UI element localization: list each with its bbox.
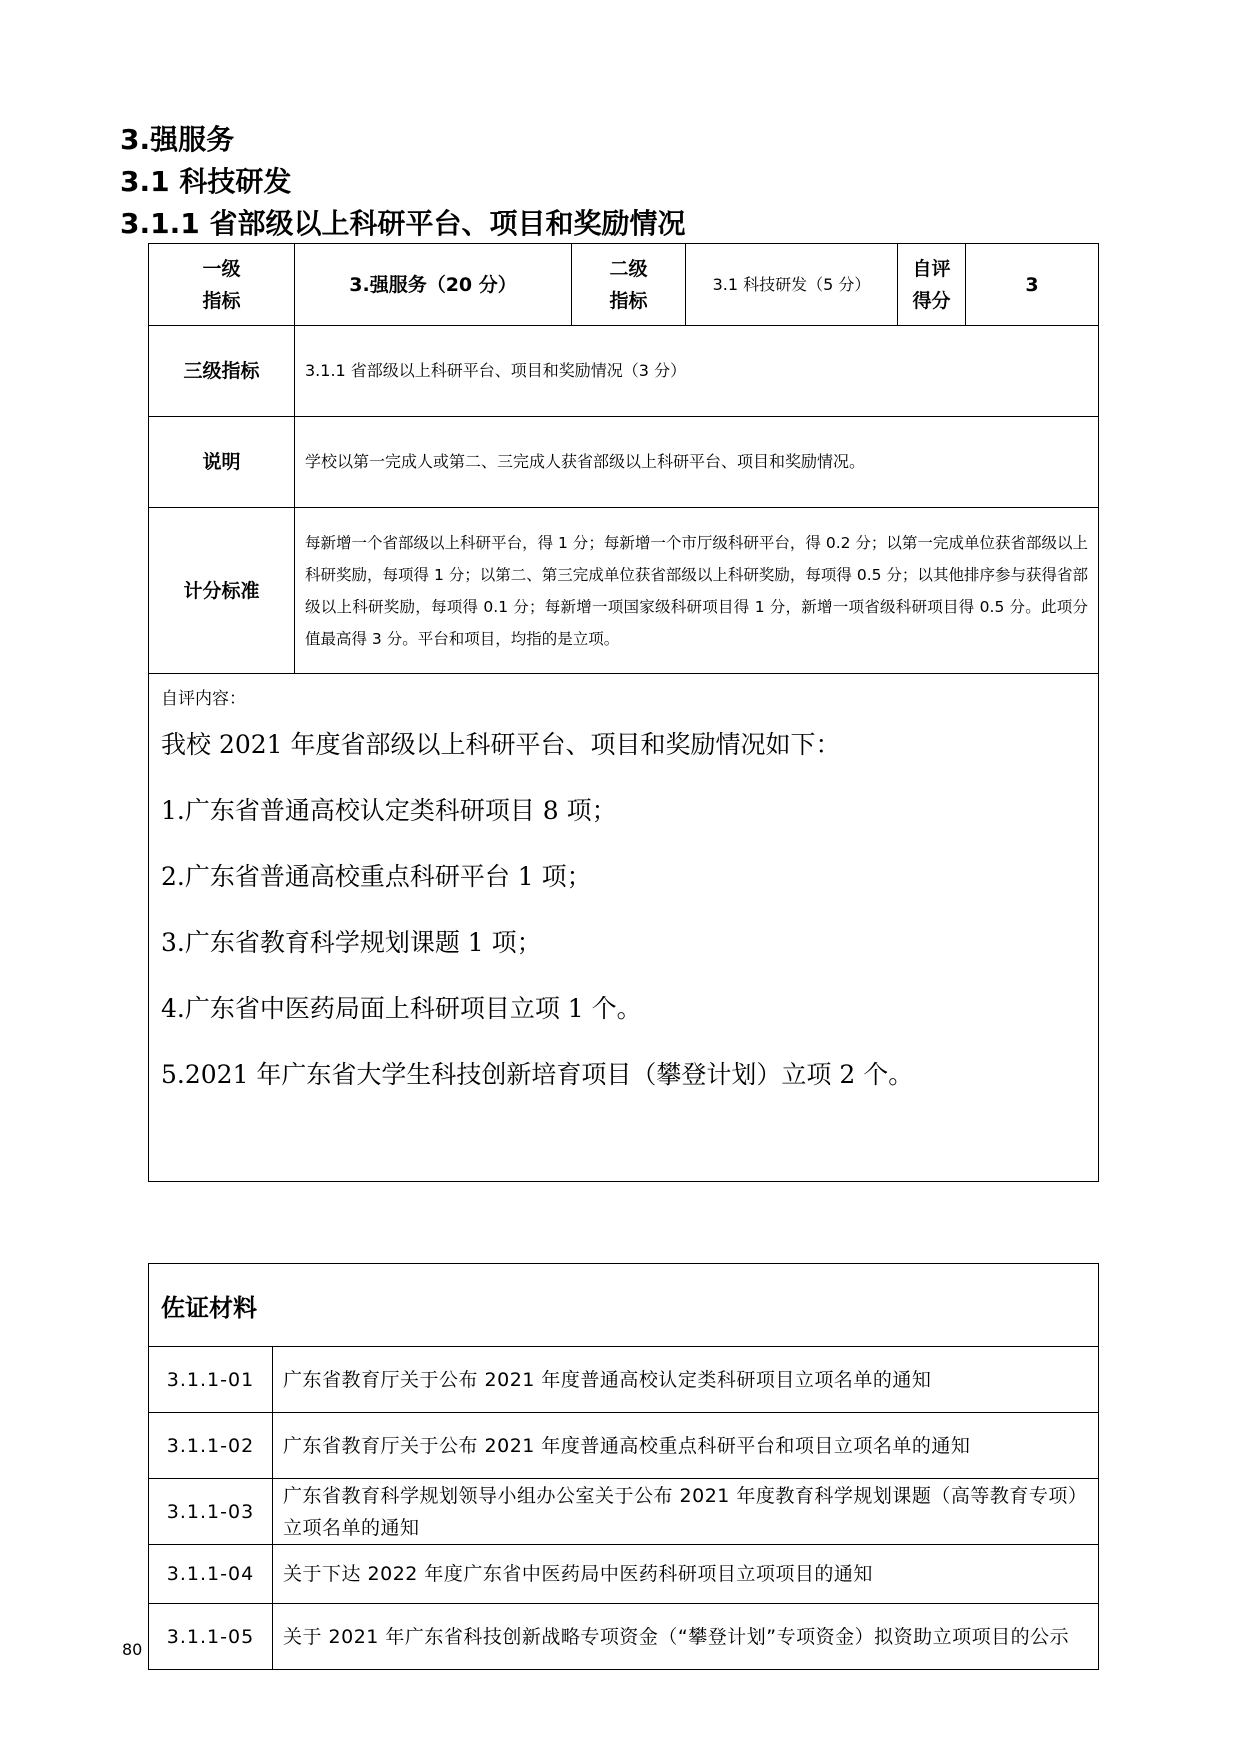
page-number: 80 <box>122 1640 143 1659</box>
evidence-title: 佐证材料 <box>149 1264 1099 1347</box>
level2-label-line2: 指标 <box>609 289 648 312</box>
evidence-code: 3.1.1-05 <box>149 1604 273 1670</box>
heading-level3: 3.1.1 省部级以上科研平台、项目和奖励情况 <box>120 207 686 240</box>
evidence-code: 3.1.1-03 <box>149 1479 273 1545</box>
criteria-value: 每新增一个省部级以上科研平台，得 1 分；每新增一个市厅级科研平台，得 0.2 分；以第一完成单位获省部级以上科研奖励，每项得 1 分；以第二、第三完成单位获省部级以上科研奖励，每项得 0.5 分；以其他排序参与获得省部级以上科研奖励，每项得 0.1 分；每新增一项国家级科研项目得 1 分，新增一项省级科研项目得 0.5 分。此项分值最高得 3 分。平台和项目，均指的是立项。 <box>295 508 1099 674</box>
self-score-label-line1: 自评 <box>912 257 951 280</box>
level2-value: 3.1 科技研发（5 分） <box>686 244 898 326</box>
self-evaluation-item: 1.广东省普通高校认定类科研项目 8 项； <box>161 796 617 825</box>
criteria-label: 计分标准 <box>149 508 295 674</box>
description-label: 说明 <box>149 417 295 508</box>
description-value: 学校以第一完成人或第二、三完成人获省部级以上科研平台、项目和奖励情况。 <box>295 417 1099 508</box>
heading-level2: 3.1 科技研发 <box>120 165 292 198</box>
level1-label-cell <box>149 244 295 326</box>
level2-label-cell <box>572 244 686 326</box>
level1-value: 3.强服务（20 分） <box>295 244 572 326</box>
self-score-label-line2: 得分 <box>912 289 951 312</box>
self-evaluation-intro: 我校 2021 年度省部级以上科研平台、项目和奖励情况如下： <box>161 730 841 759</box>
level3-value: 3.1.1 省部级以上科研平台、项目和奖励情况（3 分） <box>295 326 1099 417</box>
self-evaluation-label: 自评内容： <box>161 689 246 709</box>
evidence-table <box>148 1263 1099 1670</box>
evidence-code: 3.1.1-01 <box>149 1347 273 1413</box>
self-evaluation-cell <box>149 674 1099 1182</box>
level1-label-line2: 指标 <box>202 289 241 312</box>
self-score-value: 3 <box>966 244 1099 326</box>
evidence-text: 关于 2021 年广东省科技创新战略专项资金（“攀登计划”专项资金）拟资助立项项目的公示 <box>273 1604 1099 1670</box>
evidence-code: 3.1.1-04 <box>149 1545 273 1604</box>
level1-label-line1: 一级 <box>202 257 241 280</box>
self-evaluation-item: 5.2021 年广东省大学生科技创新培育项目（攀登计划）立项 2 个。 <box>161 1060 914 1089</box>
heading-level1: 3.强服务 <box>120 123 235 156</box>
indicator-table <box>148 243 1099 1182</box>
evidence-text: 广东省教育科学规划领导小组办公室关于公布 2021 年度教育科学规划课题（高等教育专项）立项名单的通知 <box>273 1479 1099 1545</box>
evidence-code: 3.1.1-02 <box>149 1413 273 1479</box>
self-evaluation-item: 3.广东省教育科学规划课题 1 项； <box>161 928 542 957</box>
level3-label: 三级指标 <box>149 326 295 417</box>
self-evaluation-item: 4.广东省中医药局面上科研项目立项 1 个。 <box>161 994 642 1023</box>
evidence-text: 广东省教育厅关于公布 2021 年度普通高校重点科研平台和项目立项名单的通知 <box>273 1413 1099 1479</box>
evidence-text: 关于下达 2022 年度广东省中医药局中医药科研项目立项项目的通知 <box>273 1545 1099 1604</box>
self-score-label-cell <box>898 244 966 326</box>
self-evaluation-item: 2.广东省普通高校重点科研平台 1 项； <box>161 862 592 891</box>
evidence-text: 广东省教育厅关于公布 2021 年度普通高校认定类科研项目立项名单的通知 <box>273 1347 1099 1413</box>
level2-label-line1: 二级 <box>609 257 648 280</box>
